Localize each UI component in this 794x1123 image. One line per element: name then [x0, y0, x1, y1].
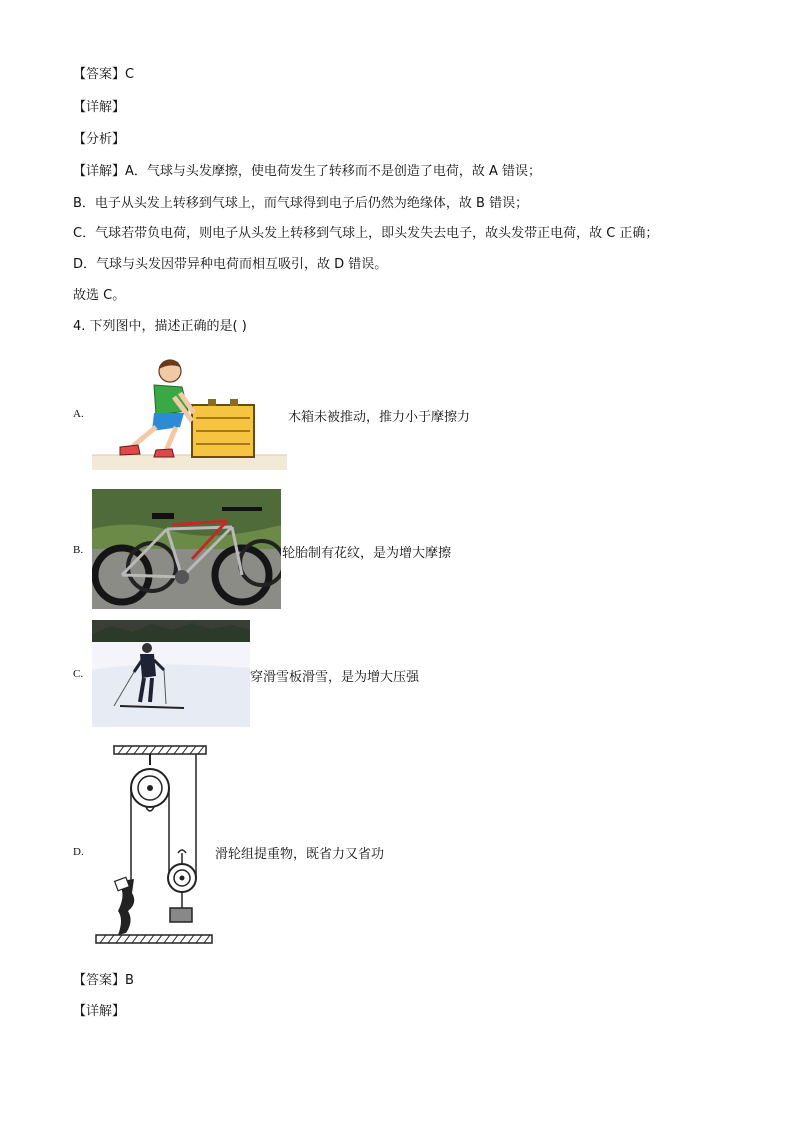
explanation-line-a: 【详解】A．气球与头发摩擦，使电荷发生了转移而不是创造了电荷，故 A 错误； — [73, 164, 542, 179]
explanation-line-b: B．电子从头发上转移到气球上，而气球得到电子后仍然为绝缘体，故 B 错误； — [73, 196, 529, 211]
option-a-figure-boy-pushing-box — [92, 355, 287, 470]
option-c-figure-skier — [92, 620, 250, 727]
option-d-label: D. — [73, 846, 84, 858]
question-stem: 4. 下列图中，描述正确的是( ) — [73, 319, 247, 334]
answer-line-2: 【答案】B — [73, 973, 134, 988]
analysis-header: 【分析】 — [73, 132, 126, 147]
conclusion-line: 故选 C。 — [73, 288, 126, 303]
detail-header: 【详解】 — [73, 100, 126, 115]
option-b-figure-bicycles — [92, 489, 281, 609]
option-c-label: C. — [73, 668, 84, 680]
option-c-caption: 穿滑雪板滑雪，是为增大压强 — [250, 670, 420, 685]
explanation-line-d: D．气球与头发因带异种电荷而相互吸引，故 D 错误。 — [73, 257, 388, 272]
option-a-caption: 木箱未被推动，推力小于摩擦力 — [288, 410, 471, 425]
option-b-label: B. — [73, 544, 84, 556]
option-b-caption: 轮胎制有花纹，是为增大摩擦 — [282, 546, 452, 561]
detail-header-2: 【详解】 — [73, 1004, 126, 1019]
answer-line: 【答案】C — [73, 67, 135, 82]
option-a-label: A. — [73, 408, 84, 420]
option-d-caption: 滑轮组提重物，既省力又省功 — [215, 847, 385, 862]
option-d-figure-pulley-system — [94, 743, 214, 948]
explanation-line-c: C．气球若带负电荷，则电子从头发上转移到气球上，即头发失去电子，故头发带正电荷，故 C 正确； — [73, 226, 659, 241]
